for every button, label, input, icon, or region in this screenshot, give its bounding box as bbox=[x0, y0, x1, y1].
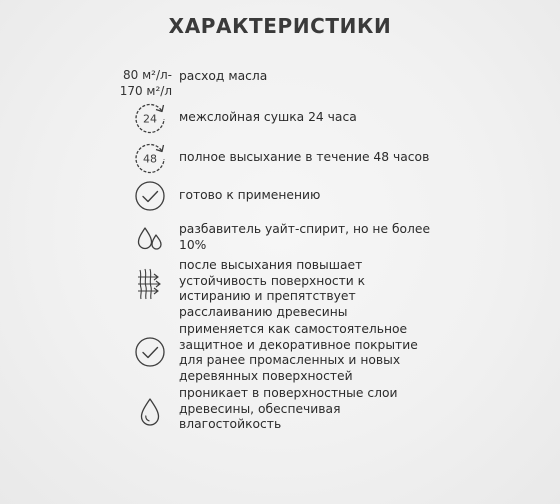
thinner-text: разбавитель уайт-спирит, но не более 10% bbox=[179, 222, 431, 252]
interlayer-drying-text: межслойная сушка 24 часа bbox=[179, 110, 357, 124]
usage-text: применяется как самостоятельное защитное и декоративное покрытие для ранее промасленных и новых деревянных поверхностей bbox=[179, 322, 418, 383]
oil-rate-value-line2: 170 м²/л bbox=[119, 84, 172, 98]
penetration-text: проникает в поверхностные слои древесины, обеспечивая влагостойкость bbox=[179, 386, 398, 431]
check-circle-icon bbox=[132, 178, 168, 214]
full-drying-text: полное высыхание в течение 48 часов bbox=[179, 150, 430, 164]
ready-to-use-text: готово к применению bbox=[179, 188, 321, 202]
clock-arrow-24-icon bbox=[132, 100, 168, 136]
clock-48-label: 48 bbox=[143, 152, 157, 166]
clock-24-label: 24 bbox=[143, 112, 157, 126]
oil-rate-text: расход масла bbox=[179, 69, 268, 83]
drops-icon bbox=[132, 220, 168, 256]
oil-rate-value-line1: 80 м²/л- bbox=[123, 68, 172, 82]
page-title: ХАРАКТЕРИСТИКИ bbox=[168, 14, 392, 38]
oil-rate-value bbox=[120, 67, 172, 99]
clock-arrow-48-icon bbox=[132, 140, 168, 176]
abrasion-text: после высыхания повышает устойчивость поверхности к истиранию и препятствует расслаиванию древесины bbox=[179, 258, 366, 319]
check-circle-icon bbox=[132, 334, 168, 370]
drop-icon bbox=[132, 394, 168, 430]
wood-fiber-icon bbox=[132, 266, 168, 302]
